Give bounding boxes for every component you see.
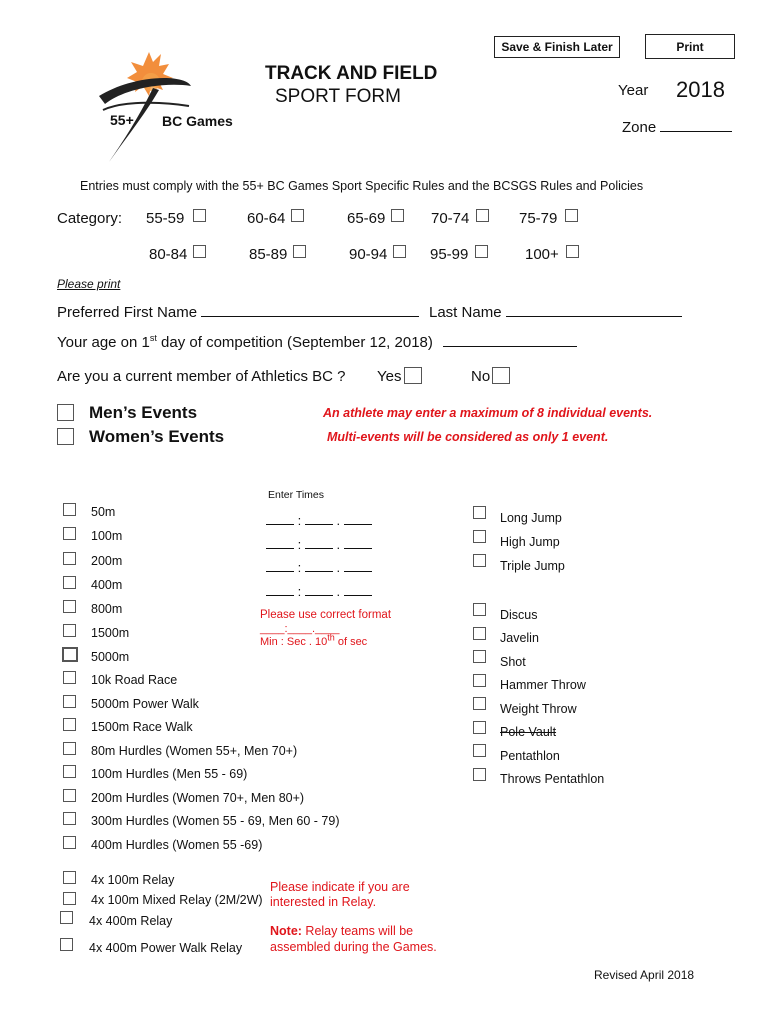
- please-print-note: Please print: [57, 277, 121, 291]
- event-pole-vault-checkbox[interactable]: [473, 721, 486, 734]
- category-85-89: 85-89: [249, 246, 288, 263]
- event-100m-hurdles-label: 100m Hurdles (Men 55 - 69): [91, 767, 248, 781]
- mens-events-checkbox[interactable]: [57, 404, 74, 421]
- womens-events-checkbox[interactable]: [57, 428, 74, 445]
- first-name-field[interactable]: [57, 304, 419, 321]
- relay-note-line3: Note: Relay teams will be: [270, 924, 414, 938]
- format-note: Please use correct format: [260, 609, 392, 621]
- event-javelin-checkbox[interactable]: [473, 627, 486, 640]
- event-high-jump-label: High Jump: [500, 535, 560, 549]
- event-300m-hurdles-label: 300m Hurdles (Women 55 - 69, Men 60 - 79): [91, 814, 340, 828]
- event-80m-hurdles-checkbox[interactable]: [63, 742, 76, 755]
- category-65-69: 65-69: [347, 210, 386, 227]
- event-200m-label: 200m: [91, 554, 123, 568]
- relay-note-line4: assembled during the Games.: [270, 940, 437, 954]
- time-input-100m[interactable]: : .: [266, 536, 372, 552]
- event-10k-road-race-checkbox[interactable]: [63, 671, 76, 684]
- relay-note-line2: interested in Relay.: [270, 895, 377, 909]
- category-60-64: 60-64: [247, 210, 286, 227]
- page-title: TRACK AND FIELD: [265, 63, 438, 84]
- event-300m-hurdles-checkbox[interactable]: [63, 812, 76, 825]
- notice-text: Entries must comply with the 55+ BC Games Sport Specific Rules and the BCSGS Rules and Policies: [80, 179, 644, 193]
- event-800m-label: 800m: [91, 602, 123, 616]
- member-no-label: No: [471, 368, 491, 385]
- revised-date: Revised April 2018: [594, 968, 695, 982]
- event-shot-checkbox[interactable]: [473, 650, 486, 663]
- year-label: Year: [618, 82, 649, 99]
- multi-events-rule: Multi-events will be considered as only 1 event.: [327, 430, 609, 444]
- event-pole-vault-label: Pole Vault: [500, 725, 557, 739]
- event-discus-label: Discus: [500, 608, 538, 622]
- event-shot-label: Shot: [500, 655, 526, 669]
- event-100m-label: 100m: [91, 529, 123, 543]
- event-weight-throw-checkbox[interactable]: [473, 697, 486, 710]
- category-90-94-checkbox[interactable]: [393, 245, 406, 258]
- category-70-74-checkbox[interactable]: [476, 209, 489, 222]
- event-5000m-power-walk-checkbox[interactable]: [63, 695, 76, 708]
- event-javelin-label: Javelin: [500, 631, 539, 645]
- relay-4x100m-mixed-checkbox[interactable]: [63, 892, 76, 905]
- category-75-79-checkbox[interactable]: [565, 209, 578, 222]
- first-name-label: Preferred First Name: [57, 304, 198, 321]
- save-finish-later-button[interactable]: Save & Finish Later: [494, 36, 620, 58]
- member-no-checkbox[interactable]: [492, 367, 510, 384]
- event-50m-label: 50m: [91, 505, 116, 519]
- event-pentathlon-label: Pentathlon: [500, 749, 560, 763]
- category-65-69-checkbox[interactable]: [391, 209, 404, 222]
- event-800m-checkbox[interactable]: [63, 600, 76, 613]
- time-input-400m[interactable]: : .: [266, 583, 372, 599]
- print-button[interactable]: Print: [645, 34, 735, 59]
- event-5000m-label: 5000m: [91, 650, 130, 664]
- relay-4x100m-label: 4x 100m Relay: [91, 873, 175, 887]
- category-80-84-checkbox[interactable]: [193, 245, 206, 258]
- logo-badge: 55+: [110, 112, 134, 128]
- event-hammer-throw-label: Hammer Throw: [500, 678, 586, 692]
- category-95-99-checkbox[interactable]: [475, 245, 488, 258]
- event-5000m-power-walk-label: 5000m Power Walk: [91, 697, 199, 711]
- relay-4x400m-label: 4x 400m Relay: [89, 914, 173, 928]
- relay-4x400m-power-walk-checkbox[interactable]: [60, 938, 73, 951]
- event-1500m-label: 1500m: [91, 626, 130, 640]
- event-1500m-race-walk-label: 1500m Race Walk: [91, 720, 193, 734]
- event-200m-hurdles-checkbox[interactable]: [63, 789, 76, 802]
- member-question: Are you a current member of Athletics BC ?: [57, 368, 346, 385]
- category-55-59: 55-59: [146, 210, 185, 227]
- member-yes-checkbox[interactable]: [404, 367, 422, 384]
- event-throws-pentathlon-checkbox[interactable]: [473, 768, 486, 781]
- relay-note-line1: Please indicate if you are: [270, 880, 410, 894]
- category-55-59-checkbox[interactable]: [193, 209, 206, 222]
- event-400m-label: 400m: [91, 578, 123, 592]
- event-pentathlon-checkbox[interactable]: [473, 744, 486, 757]
- time-input-50m[interactable]: : .: [266, 512, 372, 528]
- member-yes-label: Yes: [377, 368, 402, 385]
- event-long-jump-label: Long Jump: [500, 511, 562, 525]
- format-legend: Min : Sec . 10th of sec: [260, 632, 368, 648]
- event-long-jump-checkbox[interactable]: [473, 506, 486, 519]
- category-70-74: 70-74: [431, 210, 470, 227]
- zone-label: Zone: [622, 119, 657, 136]
- event-weight-throw-label: Weight Throw: [500, 702, 577, 716]
- event-400m-checkbox[interactable]: [63, 576, 76, 589]
- bc-games-logo: [95, 44, 235, 168]
- category-90-94: 90-94: [349, 246, 388, 263]
- max-events-rule: An athlete may enter a maximum of 8 individual events.: [323, 406, 653, 420]
- event-400m-hurdles-checkbox[interactable]: [63, 836, 76, 849]
- category-75-79: 75-79: [519, 210, 558, 227]
- category-100-plus: 100+: [525, 246, 559, 263]
- event-200m-checkbox[interactable]: [63, 552, 76, 565]
- event-high-jump-checkbox[interactable]: [473, 530, 486, 543]
- logo-text: BC Games: [162, 113, 233, 129]
- last-name-field[interactable]: [429, 304, 682, 321]
- last-name-label: Last Name: [429, 304, 502, 321]
- age-label: Your age on 1st day of competition (September 12, 2018): [57, 333, 433, 351]
- event-triple-jump-label: Triple Jump: [500, 559, 565, 573]
- event-5000m-checkbox[interactable]: [62, 647, 78, 662]
- category-60-64-checkbox[interactable]: [291, 209, 304, 222]
- time-input-200m[interactable]: : .: [266, 559, 372, 575]
- relay-4x400m-power-walk-label: 4x 400m Power Walk Relay: [89, 941, 243, 955]
- event-triple-jump-checkbox[interactable]: [473, 554, 486, 567]
- event-200m-hurdles-label: 200m Hurdles (Women 70+, Men 80+): [91, 791, 305, 805]
- event-1500m-checkbox[interactable]: [63, 624, 76, 637]
- womens-events-label: Women’s Events: [89, 427, 225, 446]
- relay-4x100m-checkbox[interactable]: [63, 871, 76, 884]
- relay-4x100m-mixed-label: 4x 100m Mixed Relay (2M/2W): [91, 893, 263, 907]
- event-50m-checkbox[interactable]: [63, 503, 76, 516]
- event-discus-checkbox[interactable]: [473, 603, 486, 616]
- enter-times-label: Enter Times: [268, 489, 325, 501]
- page-subtitle: SPORT FORM: [275, 86, 401, 107]
- event-80m-hurdles-label: 80m Hurdles (Women 55+, Men 70+): [91, 744, 298, 758]
- event-100m-checkbox[interactable]: [63, 527, 76, 540]
- event-100m-hurdles-checkbox[interactable]: [63, 765, 76, 778]
- category-label: Category:: [57, 210, 123, 227]
- relay-4x400m-checkbox[interactable]: [60, 911, 73, 924]
- category-100-plus-checkbox[interactable]: [566, 245, 579, 258]
- year-value: 2018: [676, 77, 725, 102]
- event-1500m-race-walk-checkbox[interactable]: [63, 718, 76, 731]
- category-95-99: 95-99: [430, 246, 469, 263]
- event-hammer-throw-checkbox[interactable]: [473, 674, 486, 687]
- format-sample: ____:____.____: [260, 623, 340, 635]
- event-10k-road-race-label: 10k Road Race: [91, 673, 178, 687]
- mens-events-label: Men’s Events: [89, 403, 198, 422]
- event-400m-hurdles-label: 400m Hurdles (Women 55 -69): [91, 838, 263, 852]
- age-field[interactable]: [57, 334, 577, 351]
- zone-field[interactable]: [622, 119, 732, 136]
- category-80-84: 80-84: [149, 246, 188, 263]
- category-85-89-checkbox[interactable]: [293, 245, 306, 258]
- event-throws-pentathlon-label: Throws Pentathlon: [500, 772, 605, 786]
